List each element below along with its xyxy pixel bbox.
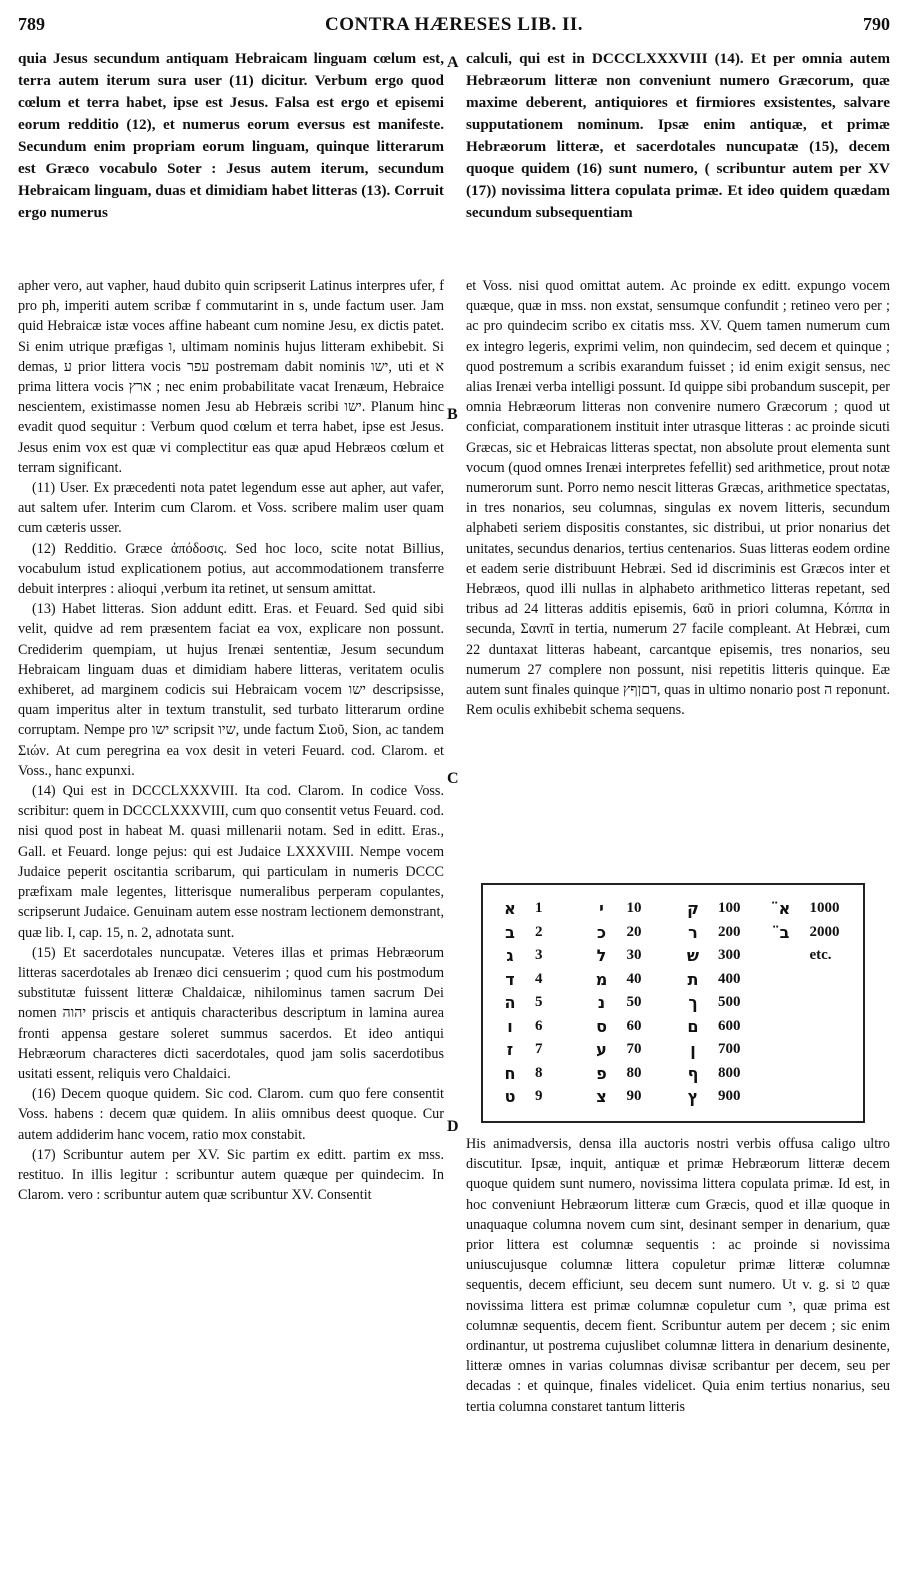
hebrew-letter: ב (505, 922, 515, 942)
table-row (585, 897, 671, 921)
hebrew-letter: ף (687, 1063, 699, 1083)
hebrew-letter: ג (506, 946, 514, 966)
hebrew-letter: ן (690, 1040, 696, 1060)
hebrew-letter: ץ (687, 1087, 699, 1107)
hebrew-letter: ע (596, 1040, 607, 1060)
numeral-value: 60 (626, 1017, 642, 1034)
numeral-value: 500 (718, 994, 741, 1011)
table-column (768, 897, 854, 1113)
page-number-right: 790 (863, 14, 890, 34)
note-14: (14) Qui est in DCCCLXXXVIII. Ita cod. Clarom. In codice Voss. scribitur: quem in DCCCLXXXVIII, cum quo consentit vetus Feuard. cod. nisi quod post in habeat M. quasi millenarii notam. Sed in editt. Eras., Gall. et Feuard. longe pejus: qui est Judaice LXXXVIII. Nempe vocem Judaice peperit oscitantia scribarum, qui particulam in numeris DCCC præfixam male legentes, litterisque numeralibus perperam copulantes, scripserunt Judaice. Genuinam autem esse nostram lectionem demonstrant, quæ lib. I, cap. 15, n. 2, adnotata sunt. (18, 783, 444, 941)
table-row (676, 921, 762, 945)
table-row (493, 1038, 579, 1062)
right-main-text (466, 48, 890, 270)
numeral-value: 900 (718, 1088, 741, 1105)
hebrew-letter: א (504, 899, 516, 919)
numeral-value: 40 (626, 970, 642, 987)
hebrew-letter: ז (506, 1040, 514, 1060)
note-after-table: His animadversis, densa illa auctoris nostri verbis offusa caligo ultro discutitur. Ipsæ, inquit, antiquæ et primæ Hebræorum litteræ decem quoque quidem sunt numero, novissima littera copulata primæ. Id est, in hoc conveniunt Hebræorum litteræ cum Græcis, quod et illæ quoque in unaquaque columna novem cum sint, desinant semper in denarium, quæ prior littera est columnæ sequentis : ac proinde si novissima uniuscujusque columnæ littera copuletur primæ litteræ columnæ sequentis, decem efficiunt, seu decem sunt numero. Ut v. g. si ט quæ novissima littera est primæ columnæ copuletur cum י, quæ prima est columnæ sequentis, decem fient. Scribuntur autem per decem ; sic enim ordinantur, ut postrema cujuslibet columnæ littera in denarium desinente, litteræ omnes in varias columnas divisæ scribantur per decem, seu per decadas : et quinque, finales videlicet. Quia enim tertius nonarius, seu tertia columna constaret tantum litteris (466, 1136, 890, 1415)
table-row (676, 897, 762, 921)
table-row (676, 1015, 762, 1039)
page-header (18, 6, 890, 40)
hebrew-letter: ס (596, 1016, 607, 1036)
hebrew-letter: ח (504, 1063, 516, 1083)
table-row (768, 944, 854, 968)
hebrew-letter: ר (688, 922, 698, 942)
hebrew-letter: כ (596, 922, 607, 942)
margin-letter-b: B (447, 406, 458, 423)
left-main-paragraph: quia Jesus secundum antiquam Hebraicam linguam cœlum est, terra autem iterum sura user (11) dicitur. Verbum ergo quod cœlum et terra habet, ipse est Jesus. Falsa est ergo et episemi eorum redditio (12), et numerus eorum eversus est manifeste. Secundum enim propriam eorum linguam, quinque litterarum est Græco vocabulo Soter : Jesus autem iterum, secundum Hebraicam linguam, duas et dimidiam habet litteras (13). Corruit ergo numerus (18, 50, 444, 221)
table-row (676, 1085, 762, 1109)
hebrew-letter: ק (687, 899, 699, 919)
table-row (768, 921, 854, 945)
numeral-value: 90 (626, 1088, 642, 1105)
hebrew-letter: צ (596, 1087, 607, 1107)
table-row (585, 1038, 671, 1062)
left-main-text (18, 48, 444, 270)
numeral-value: 10 (626, 900, 642, 917)
numeral-value: 70 (626, 1041, 642, 1058)
numeral-value: 6 (535, 1017, 543, 1034)
numeral-value: 5 (535, 994, 543, 1011)
table-row (676, 1038, 762, 1062)
numeral-grid (493, 897, 853, 1113)
note-15: (15) Et sacerdotales nuncupatæ. Veteres illas et primas Hebræorum litteras sacerdotales ab Irenæo dici censuerim ; quod cum his postmodum substitutæ fuissent litteræ Chaldaicæ, nihilominus tamen sacrum Dei nomen יהוה priscis et antiquis characteribus descriptum in lamina aurea fronti appensa gestare soleret summus sacerdos. Et ideo antiqui Hebræorum characteres dicti sacerdotales, quod jam solis sacerdotibus usitati essent, reliquis vero Chaldaici. (18, 944, 444, 1082)
table-row (676, 944, 762, 968)
note-13: (13) Habet litteras. Sion addunt editt. Eras. et Feuard. Sed quid sibi velit, quidve ad rem præsentem faciat ea vox, explicare non possunt. Crediderim quempiam, ut hujus Irenæi sententiæ, Jesum secundum Hebraicam linguam duas et dimidiam habere litteras, veritatem oculis exhiberet, ad marginem codicis sui Hebraicam vocem ישו descripsisse, quam imperitus alter in textum transtulit, sed turbato litterarum ordine corruptam. Nempe pro ישו scripsit שיו, unde factum Σιοῦ, Sion, ac tandem Σιών. At cum peregrina ea vox desit in veteri Feuard. cod. Clarom. et Voss., hanc expunxi. (18, 601, 444, 779)
table-column (585, 897, 671, 1113)
numeral-value: 30 (626, 947, 642, 964)
numeral-value: 80 (626, 1064, 642, 1081)
hebrew-letter: פ (596, 1063, 607, 1083)
right-notes-upper (466, 276, 890, 880)
hebrew-letter: ך (688, 993, 698, 1013)
hebrew-letter: ם (687, 1016, 699, 1036)
margin-letter-c: C (447, 770, 459, 787)
numeral-value: 1000 (809, 900, 840, 917)
right-main-paragraph: calculi, qui est in DCCCLXXXVIII (14). Et per omnia autem Hebræorum litteræ non conveniunt numero Græcorum, quæ maxime deberent, antiquiores et firmiores exsistentes, salvare supputationem nominum. Ipsæ enim antiquæ, et primæ Hebræorum litteræ, et sacerdotales nuncupatæ (15), decem quoque quidem (16) sunt numero, ( scribuntur autem per XV (17)) novissima littera copulata primæ. Et ideo quidem quædam secundum subsequentiam (466, 50, 890, 221)
numeral-value: 50 (626, 994, 642, 1011)
table-row (585, 921, 671, 945)
numeral-value: 2000 (809, 923, 840, 940)
numeral-value: 700 (718, 1041, 741, 1058)
table-row (493, 1015, 579, 1039)
hebrew-letter: ה (504, 993, 516, 1013)
note-continuation-right: et Voss. nisi quod omittat autem. Ac proinde ex editt. expungo vocem quæque, quæ in mss. non exstat, sensumque confundit ; retineo vero per ; ac pro quindecim scribo ex citatis mss. XV. Quem tamen numerum cum ex integro legeris, exprimi velim, non quindecim, sed decem et quinque ; quod postremum a scribis exarandum fuisset ; id enim exigit sensus, nec alias Irenæi verba intelligi possunt. Id quippe sibi probandum suscepit, per omnia Hebræorum litteras non convenire numero Græcorum ; quod ut conficiat, comparationem instituit inter utrasque litteras : ac proinde sicuti Græcas, sic et Hebraicas litteras spectat, non absolute prout elementa sunt vocum (quod omnes Irenæi interpretes fefellit) sed arithmetice, prout notæ numerorum sunt. Porro nemo nescit litteras Græcas, arithmetice spectatas, in tres nonarios, seu columnas, singulas ex novem litteris, secundum alphabeti seriem dispositis constantes, sic distribui, ut prior nonarius det unitates, secundus denarios, tertius centenarios. Suas litteras eodem ordine et eadem serie distribuunt Hebræi. Sed id discriminis est Græcos inter et Hebræos, quod illi nullas in alphabeto arithmetico litteras repetant, sed tribus ad 24 litteras additis episemis, 6αῦ in priori columna, Κόππα in secunda, Σανπῖ in tertia, numerum 27 facile compleant. At Hebræi, cum 22 duntaxat litteras habeant, carcantque episemis, tres nonarios, seu numerum 27 complere non possunt, nisi repetitis litteris quinque. Eæ autem sunt finales quinque דםןףץ, quas in ultimo nonario post ה reponunt. Rem oculis exhibebit schema sequens. (466, 278, 890, 719)
hebrew-letter: ד (505, 969, 515, 989)
left-notes (18, 276, 444, 1568)
margin-letter-d: D (447, 1118, 459, 1135)
numeral-value: 9 (535, 1088, 543, 1105)
note-16: (16) Decem quoque quidem. Sic cod. Clarom. cum quo fere consentit Voss. habens : decem quæ quidem. In aliis omnibus deest quoque. Cur autem addiderim hanc vocem, ratio mox constabit. (18, 1086, 444, 1143)
numeral-value: 600 (718, 1017, 741, 1034)
table-row (768, 897, 854, 921)
numeral-value: 300 (718, 947, 741, 964)
hebrew-letter: ת (687, 969, 699, 989)
right-notes-lower (466, 1134, 890, 1568)
table-row (676, 968, 762, 992)
note-continuation: apher vero, aut vapher, haud dubito quin scripserit Latinus interpres ufer, f pro ph, imperiti autem scribæ f commutarint in s, unde factum user. Jam quid Hebraicæ istæ voces affine habeant cum nomine Jesu, ex dictis patet. Si enim utrique præfigas ו, ultimam nominis hujus litteram exhibebit. Si demas, ע prior littera vocis עפר postremam dabit nominis ישו, uti et א prima littera vocis ארץ ; nec enim probabilitate vacat Irenæum, Hebraice nescientem, existimasse nomen Jesu ab Hebræis scribi ישו. Planum hinc evadit quod sequitur : Verbum quod cœlum et terra habet, ipse est Jesus. Jesus enim vox est quæ vi complectitur eas quæ apud Hebræos cœlum et terram significant. (18, 278, 444, 476)
hebrew-letter: ו (507, 1016, 513, 1036)
numeral-value: 100 (718, 900, 741, 917)
hebrew-letter: מ (595, 969, 608, 989)
numeral-value: 2 (535, 923, 543, 940)
numeral-value: 20 (626, 923, 642, 940)
running-title: CONTRA HÆRESES LIB. II. (324, 14, 584, 35)
table-row (585, 1015, 671, 1039)
numeral-value: 7 (535, 1041, 543, 1058)
numeral-value: 3 (535, 947, 543, 964)
table-row (585, 968, 671, 992)
hebrew-letter: ל (596, 946, 607, 966)
page-number-left: 789 (18, 14, 45, 34)
table-row (493, 944, 579, 968)
table-row (493, 1062, 579, 1086)
margin-letter-a: A (447, 54, 459, 71)
hebrew-numeral-table (481, 883, 865, 1123)
table-row (585, 944, 671, 968)
table-column (676, 897, 762, 1113)
note-17: (17) Scribuntur autem per XV. Sic partim ex editt. partim ex mss. restituo. In illis legitur : scribuntur autem quæque per quindecim. In Clarom. vero : scribuntur autem quæ scribuntur XV. Consentit (18, 1146, 444, 1204)
hebrew-letter: י (599, 899, 604, 919)
table-row (493, 968, 579, 992)
table-row (493, 1085, 579, 1109)
note-11: (11) User. Ex præcedenti nota patet legendum esse aut apher, aut vafer, aut saltem ufer. Interim cum Clarom. et Voss. scribere malim user quam cum cæteris usser. (18, 480, 444, 537)
numeral-value: 1 (535, 900, 543, 917)
numeral-value: 8 (535, 1064, 543, 1081)
hebrew-letter: ש (686, 946, 700, 966)
hebrew-letter: ב̈ (779, 922, 790, 942)
table-row (676, 1062, 762, 1086)
numeral-value: 400 (718, 970, 741, 987)
table-row (493, 897, 579, 921)
note-12: (12) Redditio. Græce ἀπόδοσις. Sed hoc loco, scite notat Billius, vocabulum istud explicationem potius, aut accommodationem transferre debuit interpres : alioqui ,verbum ita retinet, ut sensum amittat. (18, 540, 444, 598)
table-row (676, 991, 762, 1015)
table-row (493, 991, 579, 1015)
table-row (585, 1062, 671, 1086)
numeral-value: etc. (809, 947, 832, 964)
table-row (585, 1085, 671, 1109)
hebrew-letter: ט (504, 1087, 516, 1107)
numeral-value: 200 (718, 923, 741, 940)
numeral-value: 4 (535, 970, 543, 987)
table-row (493, 921, 579, 945)
hebrew-letter: א̈ (778, 899, 791, 919)
numeral-value: 800 (718, 1064, 741, 1081)
table-column (493, 897, 579, 1113)
hebrew-letter: נ (597, 993, 606, 1013)
table-row (585, 991, 671, 1015)
